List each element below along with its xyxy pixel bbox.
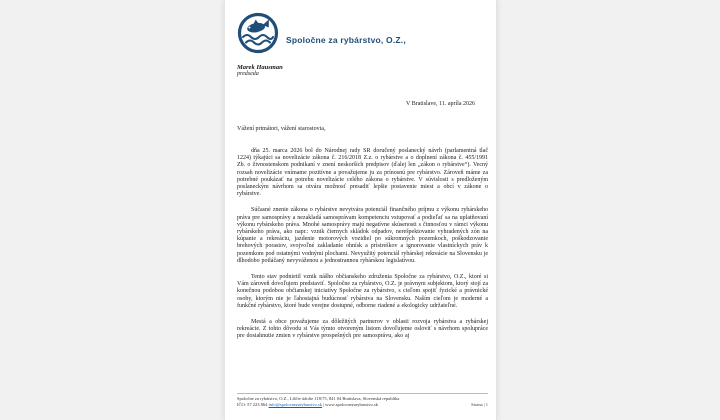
footer-separator: |: [323, 402, 325, 407]
footer-website: www.spolocnezarybarstvo.sk: [325, 402, 378, 407]
paragraph-3: Tento stav podnietil vznik nášho občianskeho združenia Spoločne za rybárstvo, O.Z., ktoré si Vám zároveň dovoľujem predstaviť. Spoločne za rybárstvo, O.Z. je právnym subjektom, ktorý stojí za konečnou podobou občianskej iniciatívy Spoločne za rybárstvo, s cieľom spojiť fyzické a právnické osoby, ktorým nie je ľahostajná budúcnosť rybárstva na Slovensku. Naším cieľom je moderné a funkčné rybárstvo, ktoré bude verejne dostupné, odborne riadené a ekologicky udržateľné.: [237, 274, 488, 309]
footer-contact: [237, 396, 399, 408]
paragraph-2: Súčasné znenie zákona o rybárstve nevytvára potenciál finančného príjmu z výkonu rybárskeho práva pre samosprávy a nezakladá samosprávam kompetenciu vstupovať a podieľať sa na uplatňovaní výkonu rybárskeho práva. Mnohé samosprávy majú negatívne skúsenosti s činnosťou v rámci výkonu rybárskeho práva, ako napr.: vznik čiernych skládok odpadov, nerešpektovanie vyhradených zón na kúpanie a rekreáciu, jazdenie motorových vozidiel po súkromných pozemkoch, poškodzovanie brehových porastov, svojvoľné zakladanie ohnísk a prístreškov a ignorovanie vlastníckych práv k pozemkom pod ostatnými vodnými plochami. Nevyužitý potenciál rybárskej rekreácie na Slovensku je dlhodobo potláčaný nevyváženou a jednostrannou rybárskou legislatívou.: [237, 207, 488, 264]
letter-page: [224, 0, 497, 420]
paragraph-4: Mestá a obce považujeme za dôležitých partnerov v oblasti rozvoja rybárstva a rybárskej rekreácie. Z tohto dôvodu si Vás týmto otvoreným listom dovoľujeme osloviť s návrhom spolupráce pre dosiahnutie zmien v rybárstve prospešných pre samosprávu, ako aj: [237, 319, 488, 340]
footer-ico: IČO: 57 223 864: [237, 402, 268, 407]
footer-address: Spoločne za rybárstvo, O.Z., Líščie údolie 118/75, 841 04 Bratislava, Slovenská republika: [237, 396, 400, 401]
paragraph-1: dňa 25. marca 2026 bol do Národnej rady SR doručený poslanecký návrh (parlamentná tlač 1224) týkajúci sa novelizácie zákona č. 216/2018 Z.z. o rybárstve a o doplnení zákona č. 455/1991 Zb. o živnostenskom podnikaní v znení neskorších predpisov (ďalej len „zákon o rybárstve“). Vecný rozsah novelizácie vnímame pozitívne a považujeme ju za prínosnú pre rybárstvo. Zároveň máme za potrebné poukázať na potrebu novelizácie celého zákona o rybárstve. V súvislosti s predloženým poslaneckým návrhom sa otvára možnosť presadiť lepšie postavenie miest a obcí v zákone o rybárstve.: [237, 148, 488, 198]
org-name: Spoločne za rybárstvo, O.Z.,: [286, 35, 406, 45]
fish-logo-icon: [237, 12, 279, 54]
letterhead: [237, 12, 488, 54]
salutation: Vážení primátori, vážení starostovia,: [237, 126, 326, 132]
sender-block: [237, 64, 488, 77]
dateline: V Bratislave, 11. apríla 2026: [406, 101, 475, 107]
page-footer: [237, 393, 488, 408]
page-number: Strana | 1: [471, 402, 488, 407]
sender-title: predseda: [237, 71, 259, 77]
footer-ico-line: [237, 402, 399, 408]
sender-name: Marek Hausman: [237, 64, 283, 71]
letter-body: [237, 148, 488, 341]
footer-email-link[interactable]: info@spolocnezarybarstvo.sk: [268, 402, 323, 407]
